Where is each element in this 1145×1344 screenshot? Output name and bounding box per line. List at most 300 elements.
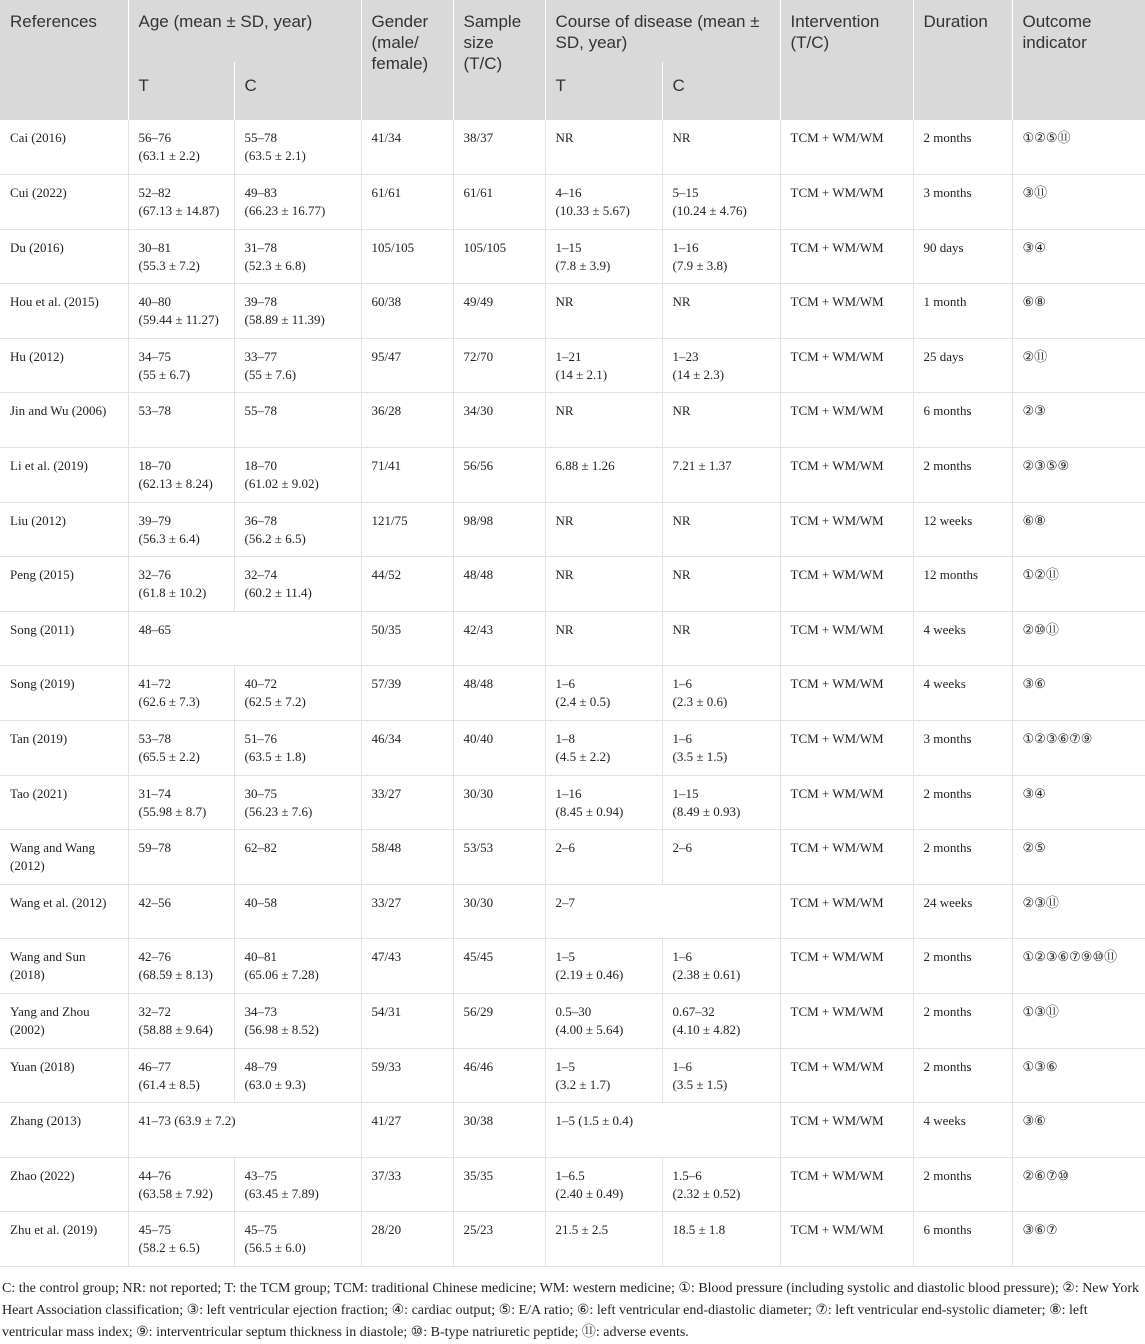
table-row — [0, 502, 1145, 557]
cell-course-c-line: 1.5–6 — [672, 1167, 702, 1183]
cell-age-t-line: (63.58 ± 7.92) — [138, 1185, 213, 1201]
cell-age-c-line: 39–78 — [244, 294, 277, 310]
cell-course-t — [545, 448, 662, 503]
cell-age-c-line: 36–78 — [244, 512, 277, 528]
cell-duration: 6 months — [913, 1212, 1012, 1267]
cell-age-c-line: (56.98 ± 8.52) — [244, 1022, 319, 1037]
cell-age-c-line: (63.45 ± 7.89) — [244, 1185, 319, 1201]
cell-course-t-line: NR — [555, 621, 574, 637]
cell-duration: 2 months — [913, 830, 1012, 885]
cell-outcome: ⑥⑧ — [1012, 502, 1145, 557]
cell-course-t — [545, 721, 662, 776]
cell-outcome: ⑥⑧ — [1012, 284, 1145, 339]
cell-age-t-line: 42–56 — [138, 894, 171, 910]
cell-age-c — [234, 994, 361, 1049]
cell-age-c — [234, 229, 361, 284]
cell-outcome: ②⑪ — [1012, 338, 1145, 393]
cell-age-c-line: 55–78 — [244, 130, 277, 145]
cell-age-t-line: 52–82 — [138, 185, 171, 201]
cell-course-c-line: NR — [672, 512, 691, 528]
cell-age-t — [128, 830, 234, 885]
cell-course-merged: 2–7 — [545, 884, 780, 939]
cell-sample-size: 105/105 — [453, 229, 545, 284]
cell-age-t-line: (55 ± 6.7) — [138, 366, 191, 382]
cell-gender: 41/34 — [361, 120, 453, 175]
header-age — [128, 0, 361, 62]
cell-age-t-line: (58.88 ± 9.64) — [138, 1022, 213, 1037]
cell-age-t — [128, 448, 234, 503]
cell-outcome: ③⑥ — [1012, 1103, 1145, 1158]
cell-age-c — [234, 666, 361, 721]
cell-duration: 2 months — [913, 1048, 1012, 1103]
cell-age-c — [234, 830, 361, 885]
cell-gender: 58/48 — [361, 830, 453, 885]
cell-age-t-line: 18–70 — [138, 458, 171, 474]
cell-course-t — [545, 1048, 662, 1103]
cell-outcome: ②③⑤⑨ — [1012, 448, 1145, 503]
cell-outcome: ②⑤ — [1012, 830, 1145, 885]
cell-gender: 59/33 — [361, 1048, 453, 1103]
cell-course-t-line: (8.45 ± 0.94) — [555, 803, 624, 819]
cell-course-c-line: 5–15 — [672, 185, 699, 201]
cell-course-c-line: 18.5 ± 1.8 — [672, 1222, 726, 1238]
cell-course-c — [662, 1212, 780, 1267]
cell-age-t — [128, 557, 234, 612]
header-course-t: T — [545, 62, 662, 120]
cell-age-c-line: (58.89 ± 11.39) — [244, 312, 325, 328]
cell-intervention: TCM + WM/WM — [780, 611, 913, 666]
cell-sample-size: 34/30 — [453, 393, 545, 448]
cell-age-t-line: 46–77 — [138, 1058, 171, 1074]
cell-age-t — [128, 229, 234, 284]
header-course: Course of disease (mean ± SD, year) — [545, 0, 780, 62]
cell-age-t-line: 40–80 — [138, 294, 171, 310]
cell-course-c-line: 1–23 — [672, 348, 699, 364]
header-sample-size: Sample size (T/C) — [453, 0, 545, 120]
cell-duration: 3 months — [913, 175, 1012, 230]
cell-intervention: TCM + WM/WM — [780, 502, 913, 557]
cell-sample-size: 30/30 — [453, 884, 545, 939]
cell-course-t-line: (3.2 ± 1.7) — [555, 1076, 611, 1092]
cell-reference: Jin and Wu (2006) — [0, 393, 128, 448]
cell-age-c-line: 43–75 — [244, 1167, 277, 1183]
cell-course-c — [662, 120, 780, 175]
cell-age-c — [234, 1212, 361, 1267]
table-row — [0, 229, 1145, 284]
cell-age-t-line: 42–76 — [138, 949, 171, 965]
cell-age-c — [234, 1157, 361, 1212]
cell-reference: Liu (2012) — [0, 502, 128, 557]
cell-gender: 44/52 — [361, 557, 453, 612]
table-body — [0, 120, 1145, 1266]
cell-age-t-line: (61.8 ± 10.2) — [138, 585, 207, 601]
cell-course-t — [545, 338, 662, 393]
cell-course-c-line: NR — [672, 130, 691, 145]
table-row — [0, 557, 1145, 612]
cell-age-t — [128, 502, 234, 557]
cell-reference: Du (2016) — [0, 229, 128, 284]
cell-outcome: ②③ — [1012, 393, 1145, 448]
cell-outcome: ③④ — [1012, 229, 1145, 284]
cell-reference: Wang and Sun (2018) — [0, 939, 128, 994]
cell-course-c-line: (3.5 ± 1.5) — [672, 1076, 728, 1092]
cell-age-t — [128, 666, 234, 721]
cell-course-c — [662, 393, 780, 448]
cell-age-t — [128, 120, 234, 175]
cell-age-c-line: 62–82 — [244, 840, 277, 856]
cell-age-c-line: 40–72 — [244, 676, 277, 692]
cell-course-t — [545, 775, 662, 830]
header-age-label: Age (mean ± SD, year) — [138, 12, 313, 31]
cell-course-c — [662, 666, 780, 721]
cell-course-t — [545, 666, 662, 721]
cell-course-c — [662, 721, 780, 776]
cell-intervention: TCM + WM/WM — [780, 1103, 913, 1158]
table-row — [0, 666, 1145, 721]
cell-sample-size: 46/46 — [453, 1048, 545, 1103]
cell-sample-size: 30/38 — [453, 1103, 545, 1158]
cell-course-t — [545, 557, 662, 612]
cell-sample-size: 48/48 — [453, 557, 545, 612]
cell-gender: 54/31 — [361, 994, 453, 1049]
cell-duration: 25 days — [913, 338, 1012, 393]
cell-gender: 61/61 — [361, 175, 453, 230]
cell-age-t — [128, 175, 234, 230]
cell-outcome: ③⑪ — [1012, 175, 1145, 230]
cell-intervention: TCM + WM/WM — [780, 120, 913, 175]
cell-reference: Song (2011) — [0, 611, 128, 666]
cell-age-c-line: (61.02 ± 9.02) — [244, 476, 319, 492]
table-row — [0, 830, 1145, 885]
cell-outcome: ①②③⑥⑦⑨ — [1012, 721, 1145, 776]
cell-intervention: TCM + WM/WM — [780, 721, 913, 776]
cell-course-t-line: (4.00 ± 5.64) — [555, 1022, 624, 1037]
header-age-c: C — [234, 62, 361, 120]
cell-duration: 3 months — [913, 721, 1012, 776]
cell-sample-size: 56/56 — [453, 448, 545, 503]
cell-course-t-line: (7.8 ± 3.9) — [555, 257, 611, 273]
cell-duration: 12 months — [913, 557, 1012, 612]
cell-age-merged: 41–73 (63.9 ± 7.2) — [128, 1103, 361, 1158]
cell-age-t-line: (56.3 ± 6.4) — [138, 530, 200, 546]
cell-age-c-line: 40–58 — [244, 894, 277, 910]
cell-course-c-line: NR — [672, 621, 691, 637]
cell-intervention: TCM + WM/WM — [780, 884, 913, 939]
cell-intervention: TCM + WM/WM — [780, 939, 913, 994]
cell-reference: Cai (2016) — [0, 120, 128, 175]
cell-age-t — [128, 939, 234, 994]
cell-outcome: ②③⑪ — [1012, 884, 1145, 939]
cell-age-t-line: (68.59 ± 8.13) — [138, 967, 213, 983]
cell-sample-size: 25/23 — [453, 1212, 545, 1267]
cell-course-t-line: (2.4 ± 0.5) — [555, 694, 611, 710]
cell-age-c — [234, 1048, 361, 1103]
cell-course-c — [662, 502, 780, 557]
cell-outcome: ①③⑪ — [1012, 994, 1145, 1049]
cell-age-c-line: (56.2 ± 6.5) — [244, 530, 306, 546]
cell-reference: Wang and Wang (2012) — [0, 830, 128, 885]
cell-age-t — [128, 1048, 234, 1103]
cell-age-c-line: (63.0 ± 9.3) — [244, 1076, 306, 1092]
cell-age-t-line: 31–74 — [138, 785, 171, 801]
cell-gender: 50/35 — [361, 611, 453, 666]
cell-age-c-line: (62.5 ± 7.2) — [244, 694, 306, 710]
cell-age-t-line: (67.13 ± 14.87) — [138, 203, 220, 219]
cell-gender: 36/28 — [361, 393, 453, 448]
cell-reference: Hu (2012) — [0, 338, 128, 393]
cell-course-c-line: 7.21 ± 1.37 — [672, 458, 732, 474]
cell-reference: Yuan (2018) — [0, 1048, 128, 1103]
header-gender: Gender (male/ female) — [361, 0, 453, 120]
cell-age-t — [128, 884, 234, 939]
header-intervention: Intervention (T/C) — [780, 0, 913, 120]
cell-age-t-line: 41–72 — [138, 676, 171, 692]
cell-age-c-line: 18–70 — [244, 458, 277, 474]
cell-gender: 105/105 — [361, 229, 453, 284]
table-row — [0, 1103, 1145, 1158]
cell-duration: 4 weeks — [913, 666, 1012, 721]
table-row — [0, 448, 1145, 503]
cell-gender: 71/41 — [361, 448, 453, 503]
cell-sample-size: 56/29 — [453, 994, 545, 1049]
cell-outcome: ②⑩⑪ — [1012, 611, 1145, 666]
cell-course-c — [662, 557, 780, 612]
cell-age-t-line: 59–78 — [138, 840, 171, 856]
cell-outcome: ①③⑥ — [1012, 1048, 1145, 1103]
cell-age-c-line: 51–76 — [244, 731, 277, 747]
cell-age-t-line: 56–76 — [138, 130, 171, 145]
cell-age-c — [234, 175, 361, 230]
cell-course-c — [662, 284, 780, 339]
cell-age-t-line: (59.44 ± 11.27) — [138, 312, 219, 328]
cell-age-merged: 48–65 — [128, 611, 361, 666]
cell-age-t-line: (55.98 ± 8.7) — [138, 803, 207, 819]
cell-gender: 33/27 — [361, 884, 453, 939]
cell-age-t — [128, 775, 234, 830]
cell-course-c-line: 0.67–32 — [672, 1004, 715, 1019]
cell-duration: 90 days — [913, 229, 1012, 284]
cell-course-t-line: NR — [555, 567, 574, 583]
cell-age-t-line: (62.6 ± 7.3) — [138, 694, 200, 710]
cell-age-t-line: 32–72 — [138, 1004, 171, 1019]
table-row — [0, 994, 1145, 1049]
cell-course-t — [545, 393, 662, 448]
cell-course-c — [662, 775, 780, 830]
cell-reference: Zhang (2013) — [0, 1103, 128, 1158]
cell-reference: Tan (2019) — [0, 721, 128, 776]
cell-course-c — [662, 175, 780, 230]
cell-course-c-line: (8.49 ± 0.93) — [672, 803, 741, 819]
cell-age-c-line: 30–75 — [244, 785, 277, 801]
cell-course-c-line: (7.9 ± 3.8) — [672, 257, 728, 273]
cell-course-t-line: 2–6 — [555, 840, 576, 856]
cell-intervention: TCM + WM/WM — [780, 557, 913, 612]
cell-gender: 33/27 — [361, 775, 453, 830]
cell-age-t-line: 53–78 — [138, 403, 171, 419]
cell-reference: Hou et al. (2015) — [0, 284, 128, 339]
cell-course-t-line: (10.33 ± 5.67) — [555, 203, 630, 219]
cell-course-c-line: (2.38 ± 0.61) — [672, 967, 741, 983]
cell-age-c-line: 34–73 — [244, 1004, 277, 1019]
cell-age-t-line: 32–76 — [138, 567, 171, 583]
cell-age-t — [128, 994, 234, 1049]
cell-age-c-line: 55–78 — [244, 403, 277, 419]
cell-course-t-line: 1–5 — [555, 949, 576, 965]
cell-age-c-line: (52.3 ± 6.8) — [244, 257, 306, 273]
cell-sample-size: 38/37 — [453, 120, 545, 175]
cell-age-t-line: (62.13 ± 8.24) — [138, 476, 213, 492]
cell-age-c — [234, 721, 361, 776]
cell-course-t-line: 0.5–30 — [555, 1004, 592, 1019]
cell-intervention: TCM + WM/WM — [780, 1212, 913, 1267]
cell-age-c-line: (66.23 ± 16.77) — [244, 203, 326, 219]
cell-age-t-line: (55.3 ± 7.2) — [138, 257, 200, 273]
cell-age-c — [234, 393, 361, 448]
cell-age-t-line: 44–76 — [138, 1167, 171, 1183]
cell-intervention: TCM + WM/WM — [780, 1048, 913, 1103]
cell-intervention: TCM + WM/WM — [780, 175, 913, 230]
cell-outcome: ①②③⑥⑦⑨⑩⑪ — [1012, 939, 1145, 994]
cell-outcome: ②⑥⑦⑩ — [1012, 1157, 1145, 1212]
cell-gender: 57/39 — [361, 666, 453, 721]
cell-course-t — [545, 502, 662, 557]
cell-intervention: TCM + WM/WM — [780, 229, 913, 284]
cell-reference: Yang and Zhou (2002) — [0, 994, 128, 1049]
cell-course-c — [662, 229, 780, 284]
cell-outcome: ③⑥ — [1012, 666, 1145, 721]
cell-course-t — [545, 1157, 662, 1212]
cell-sample-size: 40/40 — [453, 721, 545, 776]
cell-age-t-line: 53–78 — [138, 731, 171, 747]
cell-course-t-line: NR — [555, 403, 574, 419]
header-course-c: C — [662, 62, 780, 120]
cell-gender: 46/34 — [361, 721, 453, 776]
cell-sample-size: 45/45 — [453, 939, 545, 994]
cell-course-t-line: 1–6.5 — [555, 1167, 585, 1183]
cell-intervention: TCM + WM/WM — [780, 666, 913, 721]
cell-reference: Zhu et al. (2019) — [0, 1212, 128, 1267]
cell-course-c-line: (10.24 ± 4.76) — [672, 203, 747, 219]
cell-gender: 37/33 — [361, 1157, 453, 1212]
cell-duration: 2 months — [913, 120, 1012, 175]
cell-duration: 4 weeks — [913, 1103, 1012, 1158]
cell-course-t-line: 4–16 — [555, 185, 582, 201]
cell-age-c-line: 45–75 — [244, 1222, 277, 1238]
cell-course-c — [662, 830, 780, 885]
cell-outcome: ①②⑪ — [1012, 557, 1145, 612]
cell-duration: 2 months — [913, 1157, 1012, 1212]
cell-gender: 28/20 — [361, 1212, 453, 1267]
cell-reference: Zhao (2022) — [0, 1157, 128, 1212]
cell-gender: 95/47 — [361, 338, 453, 393]
cell-age-c-line: (56.5 ± 6.0) — [244, 1240, 306, 1256]
cell-age-c-line: 40–81 — [244, 949, 277, 965]
cell-course-c — [662, 994, 780, 1049]
cell-course-t-line: NR — [555, 512, 574, 528]
cell-duration: 2 months — [913, 939, 1012, 994]
cell-course-merged: 1–5 (1.5 ± 0.4) — [545, 1103, 780, 1158]
table-row — [0, 939, 1145, 994]
cell-age-c-line: 32–74 — [244, 567, 277, 583]
cell-course-c-line: (4.10 ± 4.82) — [672, 1022, 741, 1037]
cell-course-t-line: NR — [555, 130, 574, 145]
cell-course-c — [662, 1048, 780, 1103]
cell-course-t-line: 1–5 — [555, 1058, 576, 1074]
cell-age-t-line: 39–79 — [138, 512, 171, 528]
cell-course-c-line: (14 ± 2.3) — [672, 366, 725, 382]
cell-sample-size: 53/53 — [453, 830, 545, 885]
cell-intervention: TCM + WM/WM — [780, 830, 913, 885]
cell-course-c — [662, 338, 780, 393]
cell-age-c — [234, 338, 361, 393]
cell-age-t — [128, 1212, 234, 1267]
cell-course-t — [545, 120, 662, 175]
cell-course-t-line: 1–15 — [555, 239, 582, 255]
cell-course-c — [662, 939, 780, 994]
table-row — [0, 120, 1145, 175]
cell-intervention: TCM + WM/WM — [780, 1157, 913, 1212]
cell-age-t-line: (63.1 ± 2.2) — [138, 148, 200, 163]
cell-outcome: ①②⑤⑪ — [1012, 120, 1145, 175]
cell-course-c-line: (3.5 ± 1.5) — [672, 749, 728, 765]
table-row — [0, 1212, 1145, 1267]
cell-course-c-line: 1–6 — [672, 1058, 693, 1074]
table-row — [0, 338, 1145, 393]
cell-course-c-line: 2–6 — [672, 840, 693, 856]
cell-age-c — [234, 502, 361, 557]
cell-course-c-line: 1–6 — [672, 731, 693, 747]
cell-duration: 6 months — [913, 393, 1012, 448]
cell-sample-size: 49/49 — [453, 284, 545, 339]
cell-age-c-line: (60.2 ± 11.4) — [244, 585, 312, 601]
cell-duration: 1 month — [913, 284, 1012, 339]
cell-intervention: TCM + WM/WM — [780, 448, 913, 503]
cell-duration: 2 months — [913, 448, 1012, 503]
cell-intervention: TCM + WM/WM — [780, 994, 913, 1049]
cell-course-c-line: 1–6 — [672, 949, 693, 965]
cell-course-c — [662, 611, 780, 666]
cell-sample-size: 98/98 — [453, 502, 545, 557]
cell-age-c — [234, 939, 361, 994]
cell-course-c-line: (2.32 ± 0.52) — [672, 1185, 741, 1201]
cell-age-t — [128, 1157, 234, 1212]
table-row — [0, 721, 1145, 776]
cell-age-c-line: (63.5 ± 2.1) — [244, 148, 306, 163]
cell-duration: 24 weeks — [913, 884, 1012, 939]
cell-age-t-line: (58.2 ± 6.5) — [138, 1240, 200, 1256]
cell-age-t — [128, 721, 234, 776]
cell-course-c-line: 1–15 — [672, 785, 699, 801]
cell-age-t-line: 30–81 — [138, 239, 171, 255]
cell-age-c — [234, 120, 361, 175]
cell-reference: Tao (2021) — [0, 775, 128, 830]
cell-course-c-line: NR — [672, 403, 691, 419]
cell-age-t — [128, 284, 234, 339]
cell-gender: 60/38 — [361, 284, 453, 339]
cell-age-t-line: (61.4 ± 8.5) — [138, 1076, 200, 1092]
cell-sample-size: 35/35 — [453, 1157, 545, 1212]
cell-age-c-line: (56.23 ± 7.6) — [244, 803, 313, 819]
cell-age-c-line: 49–83 — [244, 185, 277, 201]
cell-age-t-line: (65.5 ± 2.2) — [138, 749, 200, 765]
cell-intervention: TCM + WM/WM — [780, 775, 913, 830]
cell-age-c-line: (63.5 ± 1.8) — [244, 749, 306, 765]
cell-course-t-line: (14 ± 2.1) — [555, 366, 608, 382]
cell-age-c-line: (55 ± 7.6) — [244, 366, 297, 382]
cell-age-t-line: 45–75 — [138, 1222, 171, 1238]
cell-course-t-line: NR — [555, 294, 574, 310]
header-outcome: Outcome indicator — [1012, 0, 1145, 120]
